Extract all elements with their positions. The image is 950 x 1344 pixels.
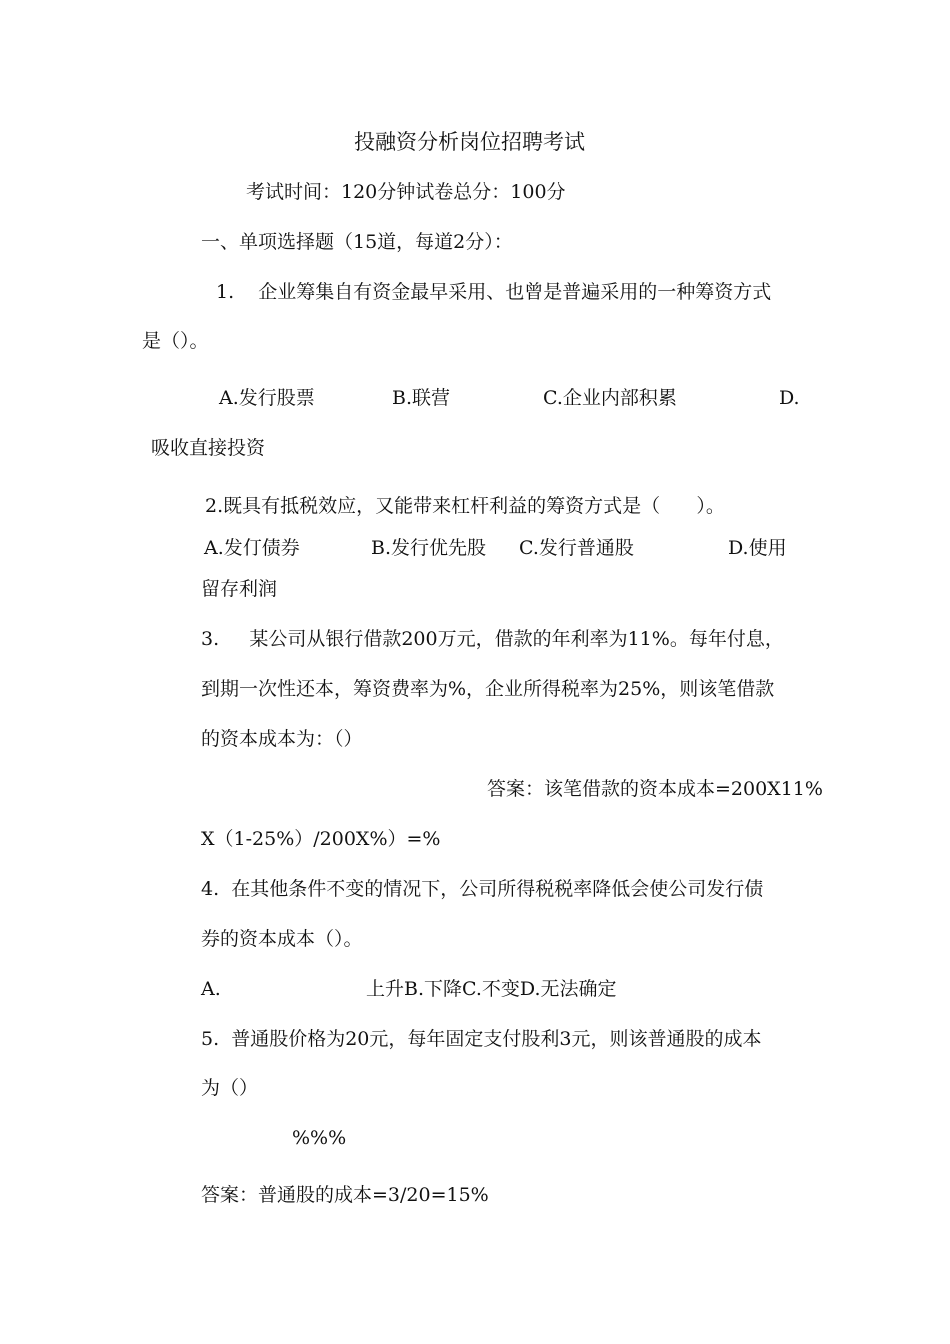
question-4-line-2: 券的资本成本（）。 bbox=[201, 928, 363, 950]
question-3-line-1: 3. 某公司从银行借款200万元，借款的年利率为11%。每年付息， bbox=[201, 628, 784, 650]
question-5-answer: 答案：普通股的成本=3/20=15% bbox=[201, 1184, 489, 1206]
question-1-option-d: D. bbox=[779, 387, 800, 409]
section-heading: 一、单项选择题（15道，每道2分）： bbox=[201, 231, 513, 253]
question-3-line-2: 到期一次性还本，筹资费率为%，企业所得税率为25%，则该笔借款 bbox=[201, 678, 775, 700]
question-2-option-c: C.发行普通股 bbox=[519, 537, 634, 559]
question-1-option-c: C.企业内部积累 bbox=[543, 387, 677, 409]
question-3-line-3: 的资本成本为：（） bbox=[201, 728, 363, 750]
question-2-option-b: B.发行优先股 bbox=[371, 537, 487, 559]
question-5-options: %%% bbox=[292, 1127, 347, 1149]
document-title: 投融资分析岗位招聘考试 bbox=[354, 130, 585, 154]
question-1-line-1: 1. 企业筹集自有资金最早采用、也曾是普遍采用的一种筹资方式 bbox=[216, 281, 772, 303]
question-1-option-d-continued: 吸收直接投资 bbox=[151, 437, 266, 459]
question-3-answer-line-2: X（1-25%）/200X%）=% bbox=[201, 828, 441, 850]
question-5-line-2: 为（） bbox=[201, 1077, 259, 1099]
question-4-options-rest: 上升B.下降C.不变D.无法确定 bbox=[366, 978, 617, 1000]
question-2-option-d: D.使用 bbox=[728, 537, 787, 559]
question-2-option-d-continued: 留存利润 bbox=[201, 578, 278, 600]
question-2-option-a: A.发仃债券 bbox=[204, 537, 300, 559]
question-1-option-b: B.联营 bbox=[392, 387, 451, 409]
question-1-line-2: 是（）。 bbox=[142, 330, 209, 352]
question-4-option-a: A. bbox=[201, 978, 221, 1000]
question-1-option-a: A.发行股票 bbox=[219, 387, 315, 409]
question-5-line-1: 5. 普通股价格为20元，每年固定支付股利3元，则该普通股的成本 bbox=[201, 1028, 762, 1050]
exam-info: 考试时间：120分钟试卷总分：100分 bbox=[246, 181, 566, 203]
question-2-line-1: 2.既具有抵税效应，又能带来杠杆利益的筹资方式是（ ）。 bbox=[205, 495, 725, 517]
question-4-line-1: 4. 在其他条件不变的情况下，公司所得税税率降低会使公司发行债 bbox=[201, 878, 764, 900]
question-3-answer-line-1: 答案：该笔借款的资本成本=200X11% bbox=[487, 778, 823, 800]
